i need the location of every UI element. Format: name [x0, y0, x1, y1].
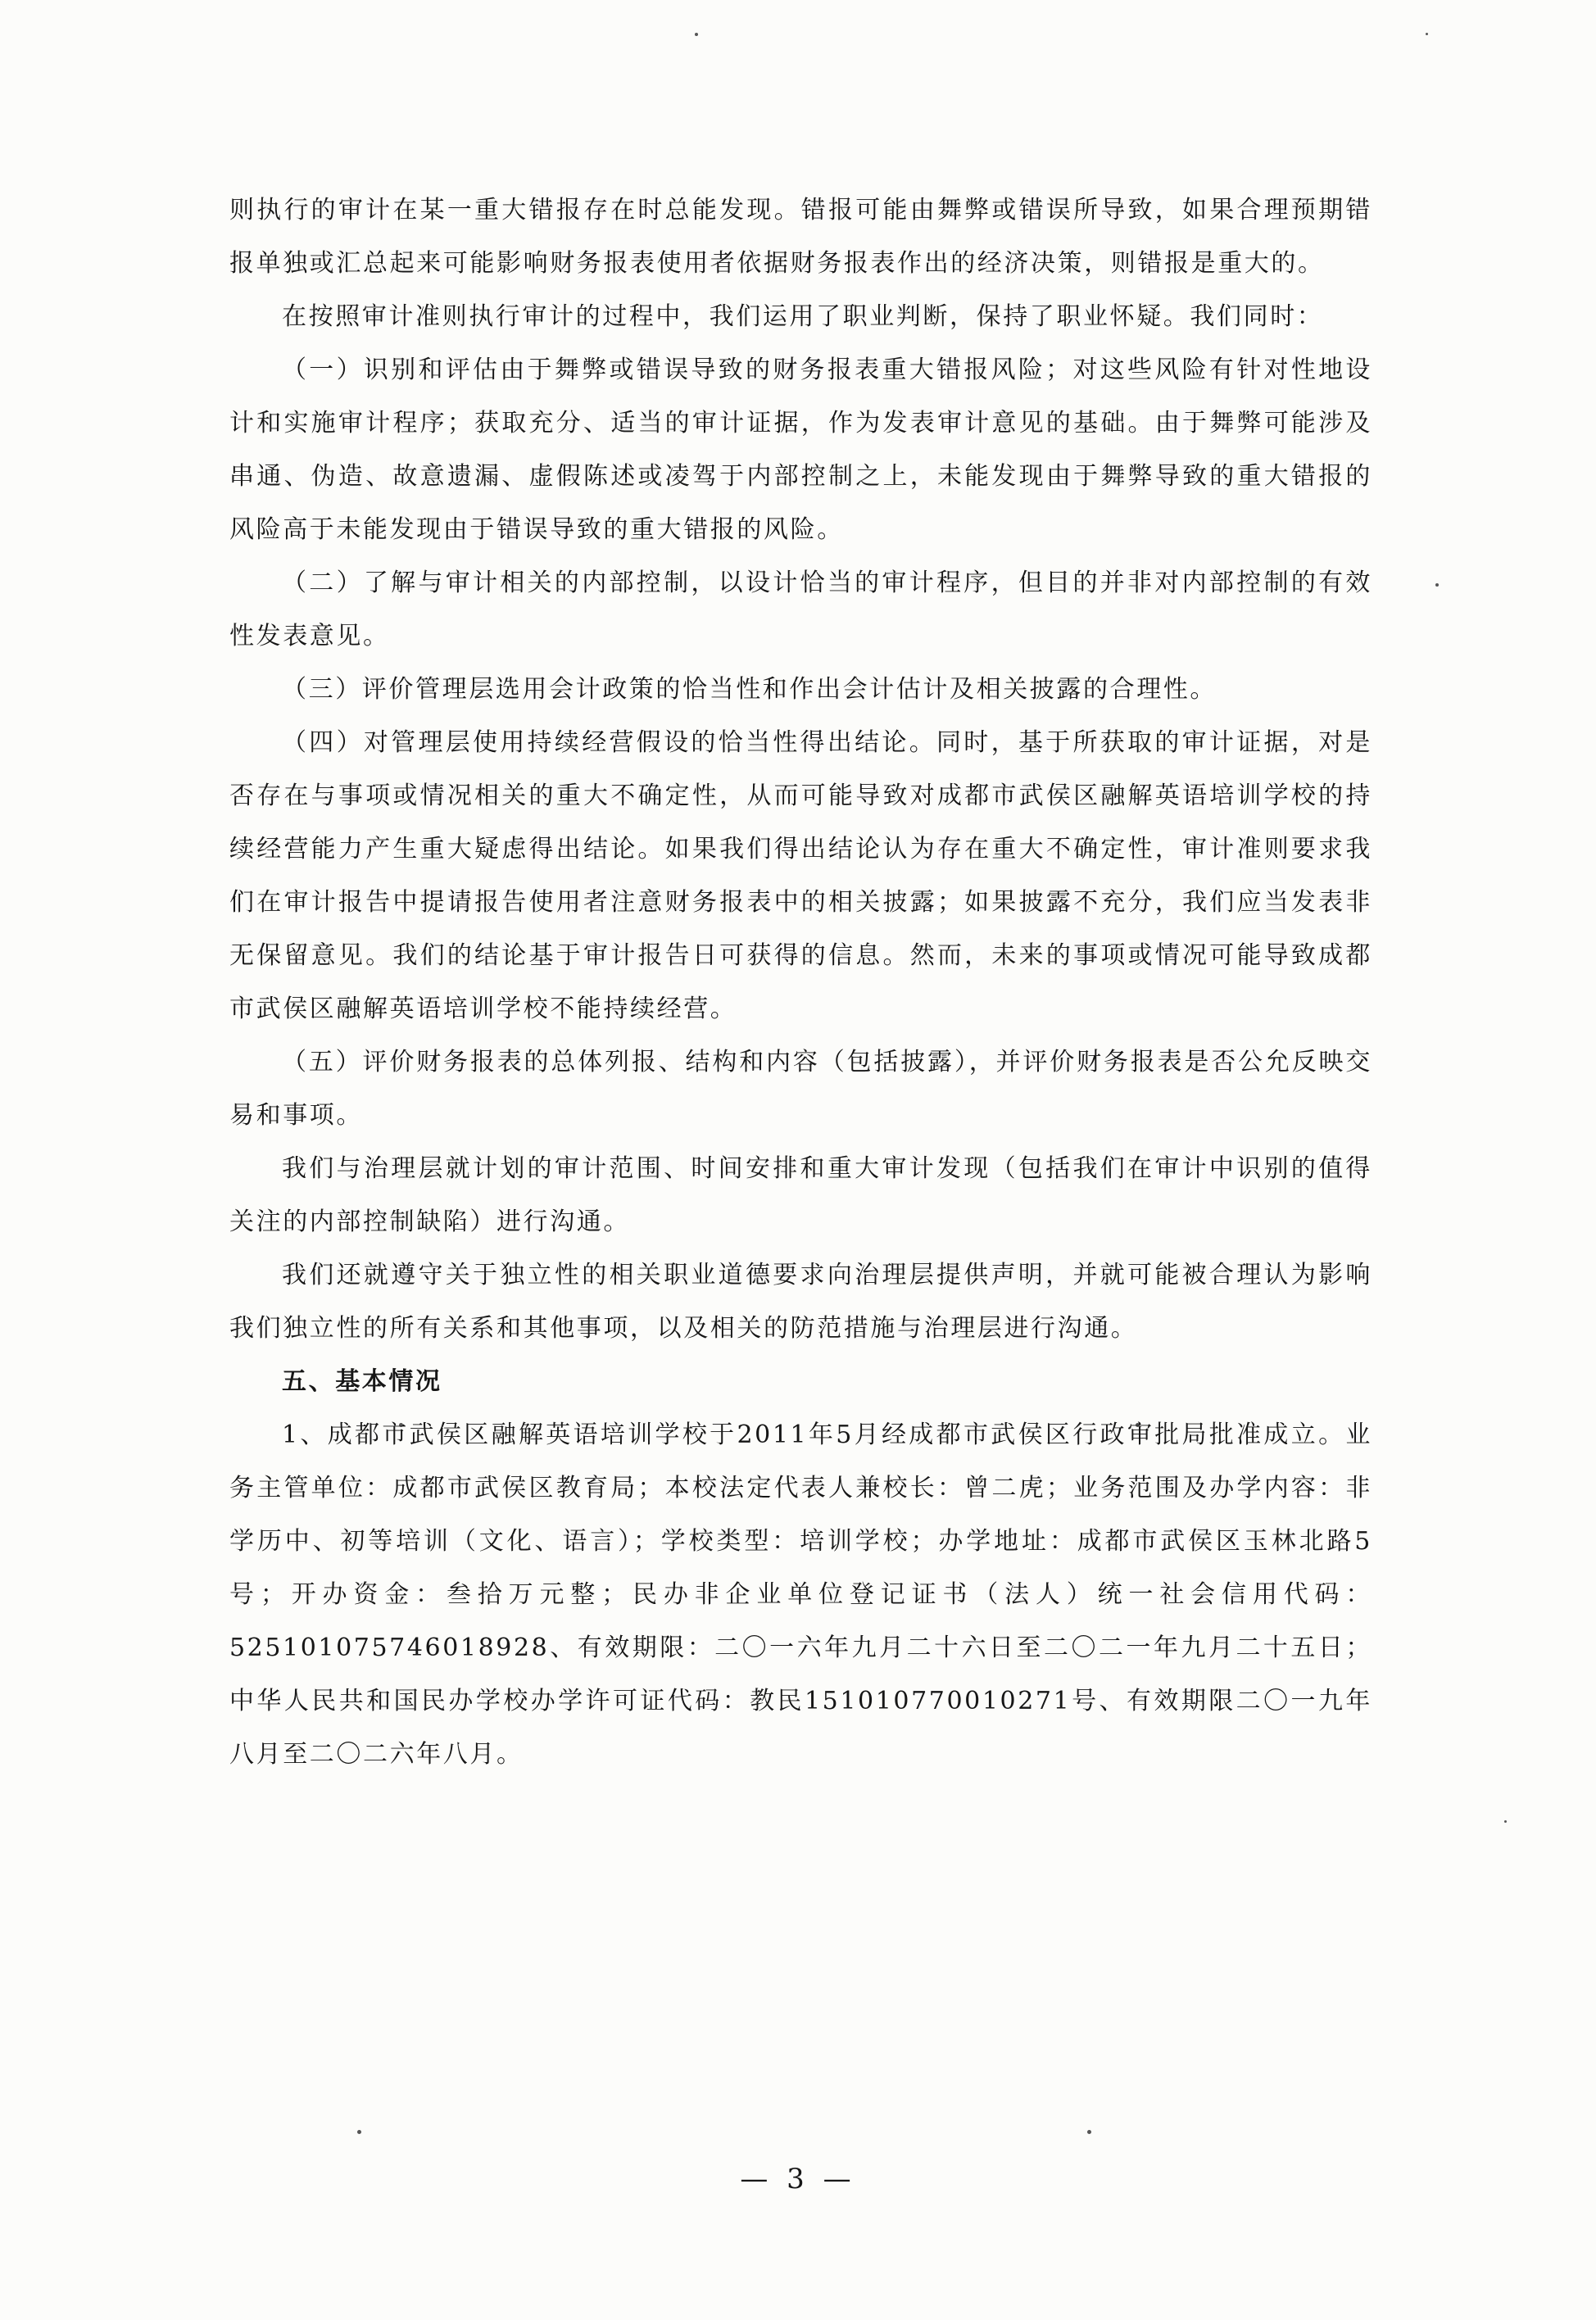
paragraph-item-2: （二）了解与审计相关的内部控制，以设计恰当的审计程序，但目的并非对内部控制的有效性发表意见。 [229, 569, 1372, 650]
scan-speck [1426, 33, 1428, 35]
section-heading: 五、基本情况 [282, 1367, 442, 1396]
scan-speck [1087, 2130, 1091, 2134]
paragraph-item-1: （一）识别和评估由于舞弊或错误导致的财务报表重大错报风险；对这些风险有针对性地设计和实施审计程序；获取充分、适当的审计证据，作为发表审计意见的基础。由于舞弊可能涉及串通、伪造、故意遗漏、虚假陈述或凌驾于内部控制之上，未能发现由于舞弊导致的重大错报的风险高于未能发现由于错误导致的重大错报的风险。 [229, 356, 1372, 544]
paragraph-continuation: 则执行的审计在某一重大错报存在时总能发现。错报可能由舞弊或错误所导致，如果合理预期错报单独或汇总起来可能影响财务报表使用者依据财务报表作出的经济决策，则错报是重大的。 [229, 196, 1372, 278]
scan-speck [357, 2130, 361, 2134]
document-body [229, 184, 1372, 1781]
paragraph-basic-info: 1、成都市武侯区融解英语培训学校于2011年5月经成都市武侯区行政审批局批准成立。业务主管单位：成都市武侯区教育局；本校法定代表人兼校长：曾二虎；业务范围及办学内容：非学历中、初等培训（文化、语言）；学校类型：培训学校；办学地址：成都市武侯区玉林北路5号；开办资金：叁拾万元整；民办非企业单位登记证书（法人）统一社会信用代码：525101075746018928、有效期限：二〇一六年九月二十六日至二〇二一年九月二十五日；中华人民共和国民办学校办学许可证代码：教民151010770010271号、有效期限二〇一九年八月至二〇二六年八月。 [229, 1421, 1372, 1769]
paragraph-item-5: （五）评价财务报表的总体列报、结构和内容（包括披露），并评价财务报表是否公允反映交易和事项。 [229, 1048, 1372, 1130]
paragraph-item-4: （四）对管理层使用持续经营假设的恰当性得出结论。同时，基于所获取的审计证据，对是否存在与事项或情况相关的重大不确定性，从而可能导致对成都市武侯区融解英语培训学校的持续经营能力产生重大疑虑得出结论。如果我们得出结论认为存在重大不确定性，审计准则要求我们在审计报告中提请报告使用者注意财务报表中的相关披露；如果披露不充分，我们应当发表非无保留意见。我们的结论基于审计报告日可获得的信息。然而，未来的事项或情况可能导致成都市武侯区融解英语培训学校不能持续经营。 [229, 728, 1372, 1023]
paragraph-communication: 我们与治理层就计划的审计范围、时间安排和重大审计发现（包括我们在审计中识别的值得关注的内部控制缺陷）进行沟通。 [229, 1154, 1372, 1236]
scan-speck [695, 33, 698, 36]
paragraph-audit-judgment: 在按照审计准则执行审计的过程中，我们运用了职业判断，保持了职业怀疑。我们同时： [282, 302, 1324, 331]
paragraph-item-3: （三）评价管理层选用会计政策的恰当性和作出会计估计及相关披露的合理性。 [282, 675, 1217, 704]
scan-speck [1435, 583, 1439, 587]
paragraph-independence: 我们还就遵守关于独立性的相关职业道德要求向治理层提供声明，并就可能被合理认为影响我们独立性的所有关系和其他事项，以及相关的防范措施与治理层进行沟通。 [229, 1261, 1372, 1343]
scan-speck [1504, 1820, 1507, 1823]
page-number: — 3 — [740, 2163, 856, 2195]
